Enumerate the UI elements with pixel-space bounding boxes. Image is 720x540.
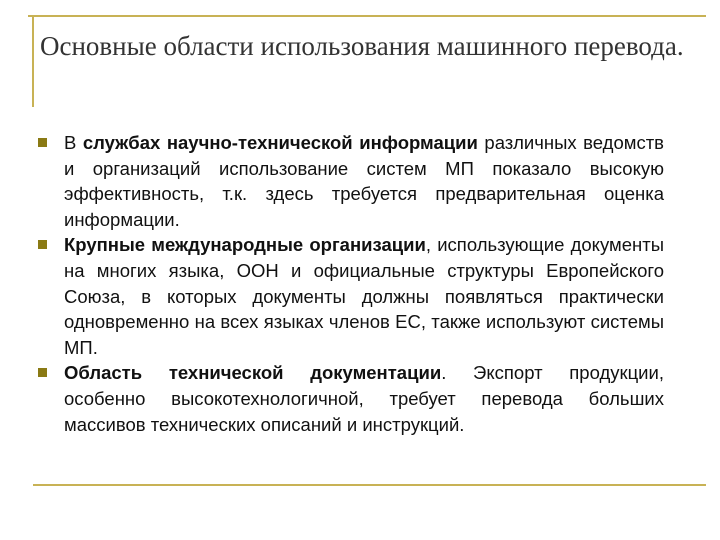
square-bullet-icon — [38, 368, 47, 377]
left-border-line — [32, 15, 34, 107]
bullet-list — [34, 130, 664, 437]
bullet-bold-text: Область технической документации — [64, 362, 442, 384]
bullet-body-text: , использующие документы на многих языка, ООН и официальные структуры Европейского Союза, в которых документы должны появляться практически одновременно на всех языках членов ЕС, также используют системы МП. — [64, 234, 664, 358]
square-bullet-icon — [38, 240, 47, 249]
bullet-body-text: . Экспорт продукции, особенно высокотехнологичной, требует перевода больших массивов технических описаний и инструкций. — [64, 362, 664, 435]
bullet-item-information-services — [34, 130, 664, 232]
bottom-border-line — [33, 484, 706, 486]
bullet-item-international-organizations — [34, 232, 664, 360]
slide-title: Основные области использования машинного перевода. — [40, 31, 684, 61]
bullet-body-text: различных ведомств и организаций использование систем МП показало высокую эффективность, т.к. здесь требуется предварительная оценка информации. — [64, 132, 664, 230]
bullet-item-technical-documentation — [34, 360, 664, 437]
bullet-lead-text: В — [64, 132, 77, 153]
top-border-line — [28, 15, 706, 17]
bullet-bold-text: Крупные международные организации — [64, 234, 426, 256]
bullet-bold-text: службах научно-технической информации — [76, 132, 478, 153]
square-bullet-icon — [38, 138, 47, 147]
